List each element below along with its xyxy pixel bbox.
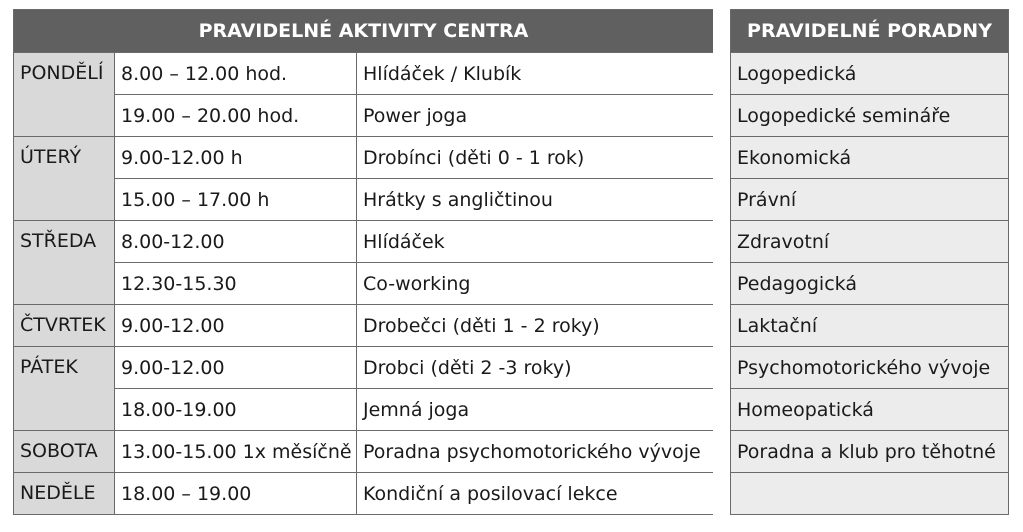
day-cell: ČTVRTEK <box>14 305 115 347</box>
activities-table <box>13 9 714 515</box>
schedule-row <box>14 137 714 179</box>
time-cell: 18.00 – 19.00 <box>115 473 357 515</box>
schedule-row <box>14 221 714 263</box>
time-cell: 18.00-19.00 <box>115 389 357 431</box>
day-cell: PONDĚLÍ <box>14 53 115 137</box>
schedule-row <box>14 95 714 137</box>
advisory-row <box>731 179 1009 221</box>
advisory-header: PRAVIDELNÉ PORADNY <box>731 10 1009 53</box>
advisory-row <box>731 263 1009 305</box>
day-cell: ÚTERÝ <box>14 137 115 221</box>
advisory-cell: Poradna a klub pro těhotné <box>731 431 1009 473</box>
time-cell: 9.00-12.00 h <box>115 137 357 179</box>
schedule-row <box>14 389 714 431</box>
schedule-row <box>14 473 714 515</box>
advisory-cell: Homeopatická <box>731 389 1009 431</box>
day-cell: NEDĚLE <box>14 473 115 515</box>
schedule-row <box>14 347 714 389</box>
time-cell: 8.00-12.00 <box>115 221 357 263</box>
day-cell: STŘEDA <box>14 221 115 305</box>
day-cell: SOBOTA <box>14 431 115 473</box>
schedule-row <box>14 263 714 305</box>
activities-body <box>14 53 714 515</box>
activity-cell: Power joga <box>357 95 714 137</box>
advisory-body <box>731 53 1009 515</box>
schedule-row <box>14 53 714 95</box>
advisory-row <box>731 53 1009 95</box>
time-cell: 8.00 – 12.00 hod. <box>115 53 357 95</box>
advisory-cell: Zdravotní <box>731 221 1009 263</box>
activity-cell: Kondiční a posilovací lekce <box>357 473 714 515</box>
advisory-row <box>731 473 1009 515</box>
activity-cell: Hlídáček <box>357 221 714 263</box>
advisory-row <box>731 221 1009 263</box>
activity-cell: Hrátky s angličtinou <box>357 179 714 221</box>
activity-cell: Jemná joga <box>357 389 714 431</box>
advisory-cell: Laktační <box>731 305 1009 347</box>
time-cell: 12.30-15.30 <box>115 263 357 305</box>
table-gap <box>713 9 730 518</box>
activity-cell: Poradna psychomotorického vývoje <box>357 431 714 473</box>
advisory-row <box>731 347 1009 389</box>
time-cell: 9.00-12.00 <box>115 305 357 347</box>
advisory-table <box>730 9 1009 515</box>
activity-cell: Drobínci (děti 0 - 1 rok) <box>357 137 714 179</box>
advisory-row <box>731 137 1009 179</box>
schedule-row <box>14 179 714 221</box>
advisory-row <box>731 95 1009 137</box>
advisory-cell: Logopedická <box>731 53 1009 95</box>
advisory-cell: Logopedické semináře <box>731 95 1009 137</box>
time-cell: 13.00-15.00 1x měsíčně <box>115 431 357 473</box>
advisory-cell <box>731 473 1009 515</box>
advisory-cell: Právní <box>731 179 1009 221</box>
advisory-row <box>731 431 1009 473</box>
schedule-row <box>14 305 714 347</box>
activity-cell: Hlídáček / Klubík <box>357 53 714 95</box>
schedule-row <box>14 431 714 473</box>
advisory-cell: Pedagogická <box>731 263 1009 305</box>
time-cell: 9.00-12.00 <box>115 347 357 389</box>
activity-cell: Co-working <box>357 263 714 305</box>
advisory-cell: Ekonomická <box>731 137 1009 179</box>
activities-header: PRAVIDELNÉ AKTIVITY CENTRA <box>14 10 714 53</box>
advisory-row <box>731 305 1009 347</box>
activity-cell: Drobečci (děti 1 - 2 roky) <box>357 305 714 347</box>
advisory-cell: Psychomotorického vývoje <box>731 347 1009 389</box>
advisory-row <box>731 389 1009 431</box>
day-cell: PÁTEK <box>14 347 115 431</box>
activity-cell: Drobci (děti 2 -3 roky) <box>357 347 714 389</box>
time-cell: 15.00 – 17.00 h <box>115 179 357 221</box>
time-cell: 19.00 – 20.00 hod. <box>115 95 357 137</box>
